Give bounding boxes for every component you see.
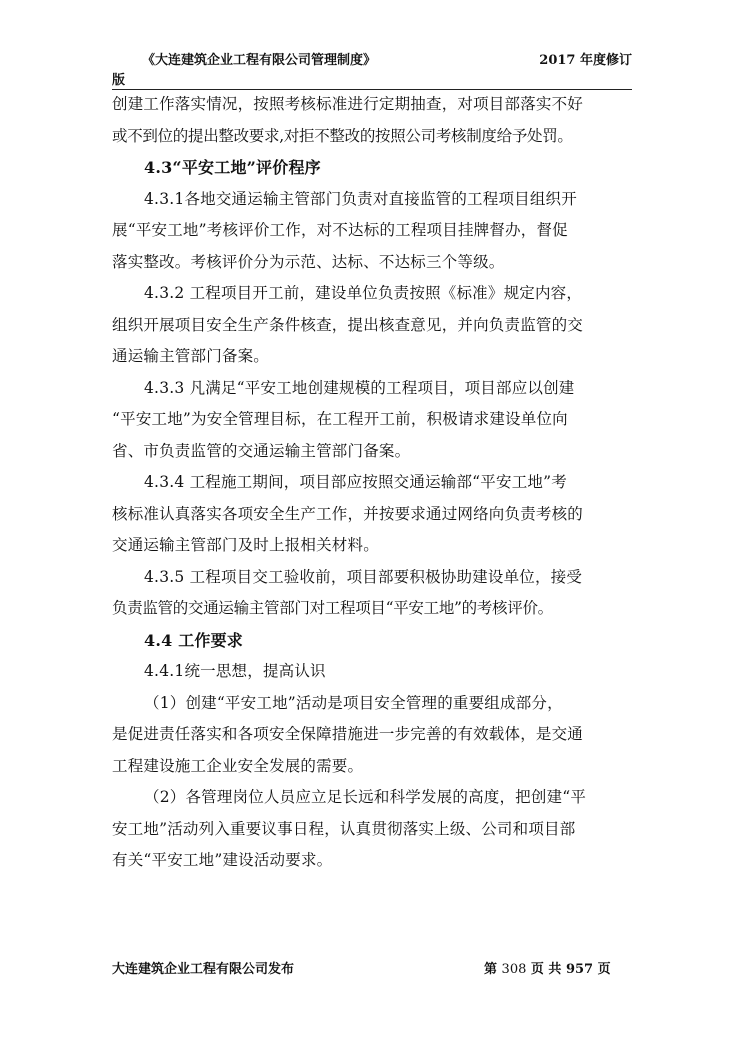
paragraph-line: 交通运输主管部门及时上报相关材料。 — [112, 536, 379, 554]
paragraph-line: 4.3.2 工程项目开工前，建设单位负责按照《标准》规定内容， — [144, 284, 583, 302]
paragraph-line: 工程建设施工企业安全发展的需要。 — [112, 756, 364, 775]
paragraph-line: 负责监管的交通运输主管部门对工程项目“平安工地”的考核评价。 — [112, 599, 553, 617]
section-heading-4-3: 4.3“平安工地”评价程序 — [144, 158, 321, 177]
document-title: 《大连建筑企业工程有限公司管理制度》 — [142, 53, 377, 68]
edition-label-wrap: 版 — [112, 73, 126, 88]
paragraph-line: 通运输主管部门备案。 — [112, 347, 270, 365]
page-current: 308 — [501, 962, 527, 977]
paragraph-line: 核标准认真落实各项安全生产工作，并按要求通过网络向负责考核的 — [112, 504, 584, 523]
paragraph-line: 4.3.4 工程施工期间，项目部应按照交通运输部“平安工地”考 — [144, 473, 567, 491]
paragraph-line: 是促进责任落实和各项安全保障措施进一步完善的有效载体，是交通 — [112, 725, 584, 743]
page-total: 957 — [565, 962, 594, 977]
paragraph-line: 4.3.5 工程项目交工验收前，项目部要积极协助建设单位，接受 — [144, 567, 583, 586]
document-body — [112, 89, 640, 877]
paragraph-line: 4.3.1各地交通运输主管部门负责对直接监管的工程项目组织开 — [144, 189, 577, 208]
paragraph-line: 省、市负责监管的交通运输主管部门备案。 — [112, 441, 411, 460]
paragraph-line: 落实整改。考核评价分为示范、达标、不达标三个等级。 — [112, 252, 505, 271]
paragraph-line: 有关“平安工地”建设活动要求。 — [112, 851, 333, 869]
page-prefix: 第 — [484, 962, 498, 977]
page-suffix: 页 — [597, 962, 611, 977]
paragraph-line: 安工地”活动列入重要议事日程，认真贯彻落实上级、公司和项目部 — [112, 819, 576, 838]
section-heading-4-4: 4.4 工作要求 — [144, 630, 244, 650]
paragraph-line: 展“平安工地”考核评价工作，对不达标的工程项目挂牌督办，督促 — [112, 221, 568, 239]
paragraph-line: （2）各管理岗位人员应立足长远和科学发展的高度，把创建“平 — [144, 788, 587, 806]
page-number — [484, 960, 611, 980]
paragraph-line: 4.3.3 凡满足“平安工地创建规模的工程项目，项目部应以创建 — [144, 378, 575, 397]
page-middle: 页 共 — [530, 962, 562, 977]
paragraph-line: （1）创建“平安工地”活动是项目安全管理的重要组成部分， — [144, 693, 563, 712]
paragraph-line: 或不到位的提出整改要求,对拒不整改的按照公司考核制度给予处罚。 — [112, 126, 573, 145]
subsection-heading: 4.4.1统一思想，提高认识 — [144, 662, 326, 680]
paragraph-line: 组织开展项目安全生产条件核查，提出核查意见，并向负责监管的交 — [112, 315, 584, 334]
paragraph-line: “平安工地”为安全管理目标，在工程开工前，积极请求建设单位向 — [112, 410, 568, 428]
edition-label: 2017 年度修订 — [539, 53, 632, 68]
publisher: 大连建筑企业工程有限公司发布 — [112, 962, 295, 977]
paragraph-line: 创建工作落实情况，按照考核标准进行定期抽查，对项目部落实不好 — [112, 95, 584, 113]
